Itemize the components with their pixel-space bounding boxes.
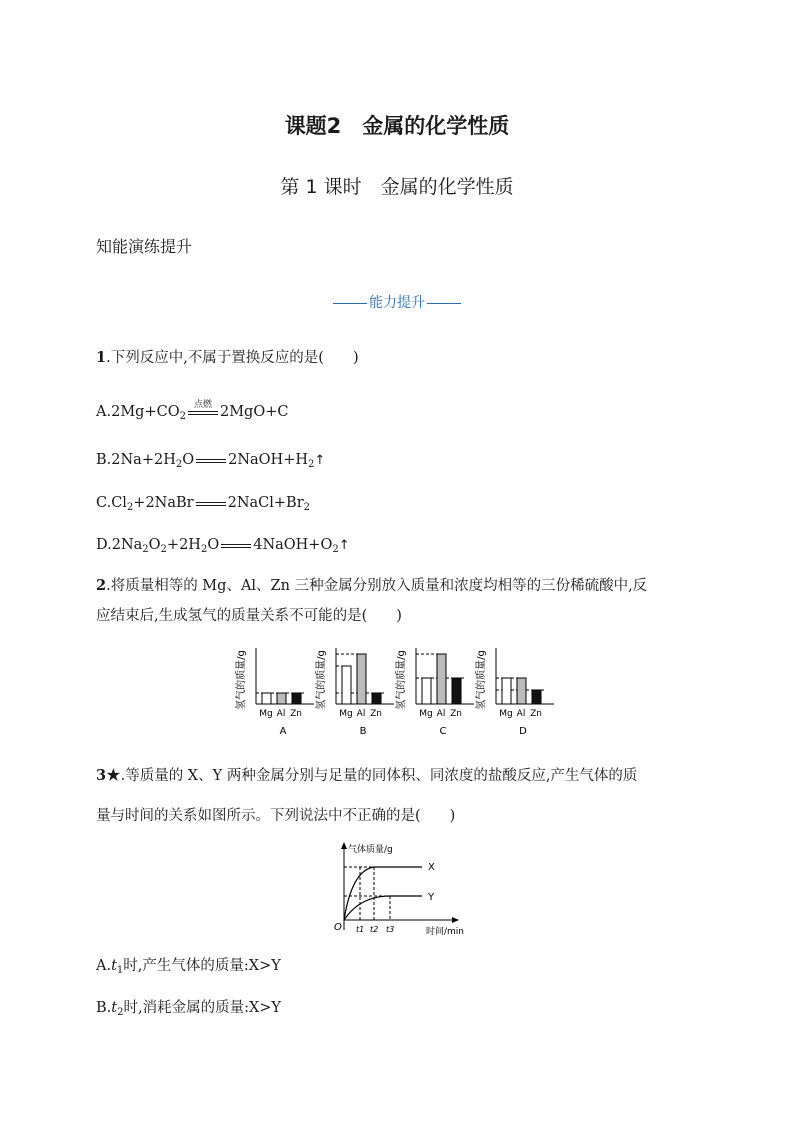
q2-bar-figures (234, 640, 564, 740)
svg-text:B: B (359, 726, 367, 737)
q2-panel-c (394, 648, 474, 737)
q3-stem-line2: 量与时间的关系如图所示。下列说法中不正确的是( ) (96, 808, 456, 824)
lesson-title: 课题2 金属的化学性质 (284, 114, 510, 138)
svg-text:t2: t2 (370, 925, 379, 934)
svg-text:A: A (279, 726, 287, 737)
q3-ylabel: 气体质量/g (348, 845, 393, 855)
svg-text:氢气的质量/g: 氢气的质量/g (316, 650, 327, 710)
q1-option-a: $A.2Mg+CO_2$ 点燃 2MgO+C (96, 400, 289, 422)
svg-text:Al: Al (276, 709, 286, 719)
svg-text:D: D (519, 726, 527, 737)
q1-option-c: $C.Cl_2+2NaBr$ $2NaCl+Br_2$ (96, 495, 310, 513)
q3-xlabel: 时间/min (426, 927, 465, 937)
gas-arrow-icon: ↑ (314, 453, 326, 468)
period-title: 第 1 课时 金属的化学性质 (280, 176, 514, 198)
svg-text:Al: Al (436, 709, 446, 719)
svg-text:Al: Al (356, 709, 366, 719)
svg-text:Al: Al (516, 709, 526, 719)
q1-option-d: $D.2Na_2O_2+2H_2O$ $4NaOH+O_2↑$ (96, 537, 350, 555)
section-heading: 知能演练提升 (96, 237, 193, 256)
q3-option-b: $B.t_2$时,消耗金属的质量:X>Y (96, 1000, 282, 1018)
svg-text:t1: t1 (356, 925, 365, 934)
q3-origin: O (334, 922, 342, 933)
svg-text:C: C (439, 726, 447, 737)
svg-text:X: X (428, 862, 435, 873)
svg-text:Zn: Zn (530, 709, 542, 719)
svg-text:Mg: Mg (339, 709, 353, 719)
svg-text:氢气的质量/g: 氢气的质量/g (476, 650, 487, 710)
svg-text:Zn: Zn (290, 709, 302, 719)
q2-panel-d (474, 648, 554, 737)
svg-text:Mg: Mg (499, 709, 513, 719)
q3-curve-y (344, 896, 422, 920)
q1-option-b: $B.2Na+2H_2O$ $2NaOH+H_2↑$ (96, 452, 326, 470)
q2-panel-a (234, 648, 314, 737)
q1-stem: 1.下列反应中,不属于置换反应的是( ) (96, 349, 359, 366)
ylabel: 氢气的质量/g (236, 650, 247, 710)
svg-text:Zn: Zn (370, 709, 382, 719)
gas-arrow-icon: ↑ (338, 538, 350, 553)
svg-text:Mg: Mg (419, 709, 433, 719)
q3-option-a: $A.t_1$时,产生气体的质量:X>Y (96, 958, 281, 976)
svg-text:Zn: Zn (450, 709, 462, 719)
subsection-heading (0, 292, 794, 312)
svg-text:氢气的质量/g: 氢气的质量/g (396, 650, 407, 710)
svg-text:Y: Y (428, 892, 435, 903)
svg-text:Mg: Mg (259, 709, 273, 719)
q3-line-figure (330, 840, 470, 940)
svg-text:t3: t3 (386, 925, 395, 934)
q3-stem-line1: 3★.等质量的 X、Y 两种金属分别与足量的同体积、同浓度的盐酸反应,产生气体的质 (96, 767, 638, 784)
q2-stem-line2: 应结束后,生成氢气的质量关系不可能的是( ) (96, 608, 402, 624)
q2-stem-line1: 2.将质量相等的 Mg、Al、Zn 三种金属分别放入质量和浓度均相等的三份稀硫酸中,反 (96, 577, 648, 594)
q2-panel-b (314, 648, 394, 737)
q3-curve-x (344, 867, 422, 920)
equals-with-condition: 点燃 (186, 405, 220, 419)
subsection-label: 能力提升 (369, 295, 425, 311)
star-icon: ★ (106, 768, 121, 784)
